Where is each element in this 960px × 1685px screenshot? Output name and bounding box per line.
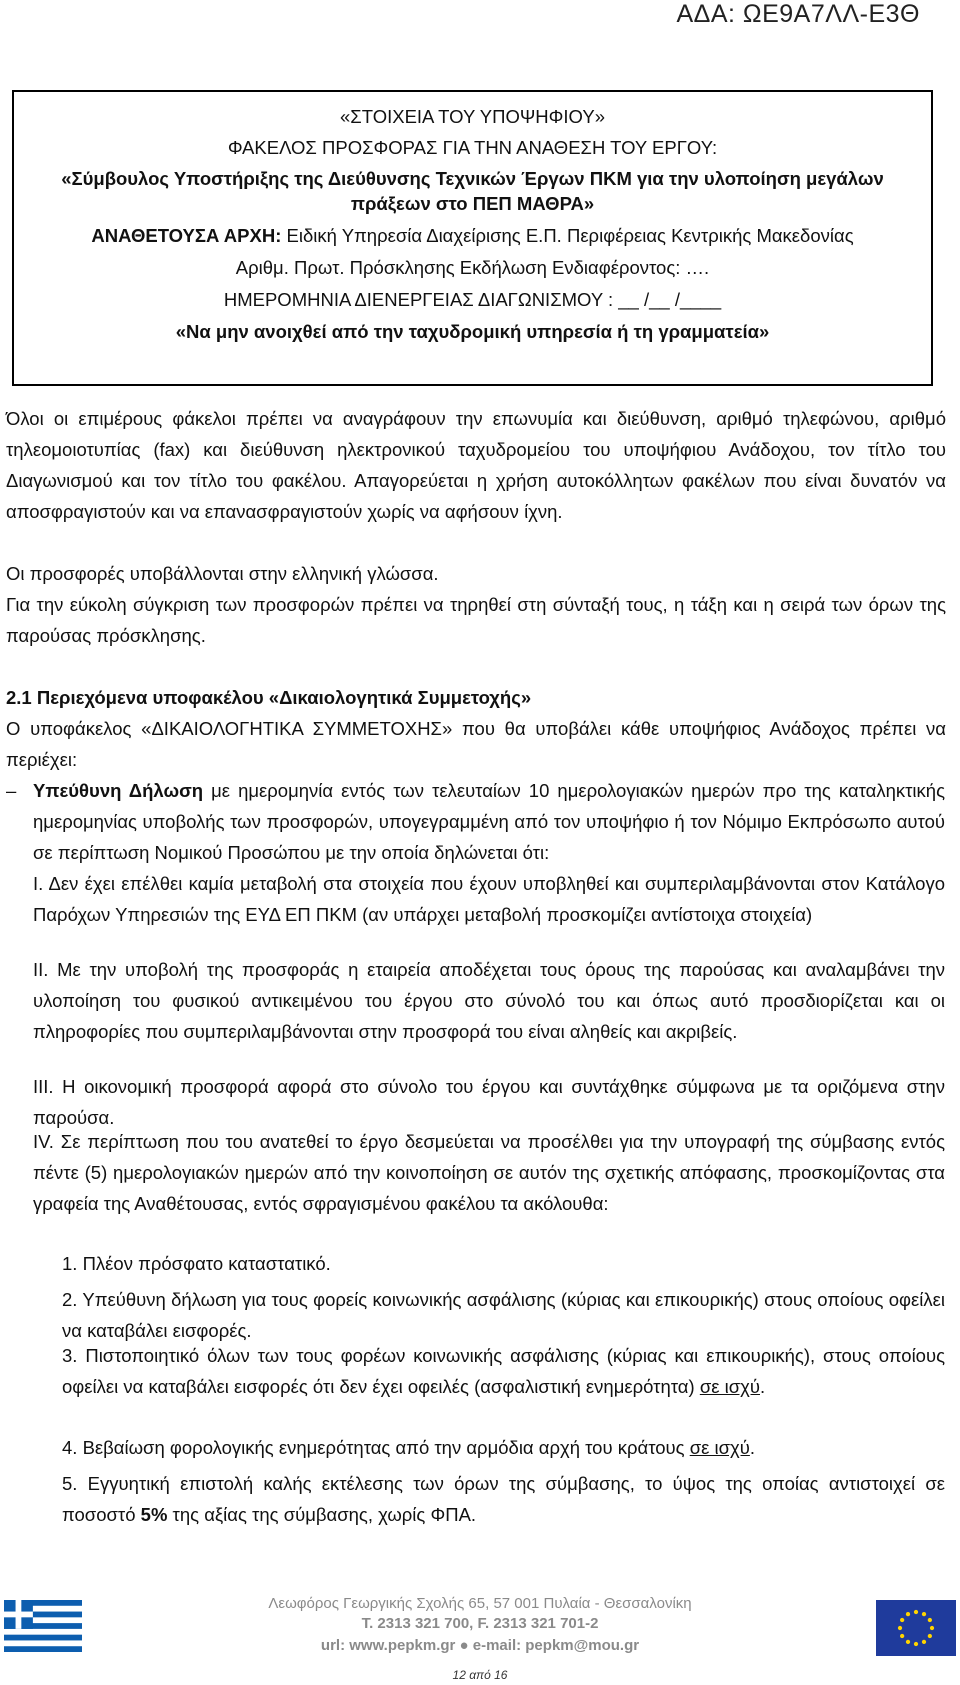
item-I: Ι. Δεν έχει επέλθει καμία μεταβολή στα στοιχεία που έχουν υποβληθεί και συμπεριλαμβάνονται στον Κατάλογο Παρόχων Υπηρεσιών της ΕΥΔ ΕΠ ΠΚΜ (αν υπάρχει μεταβολή προσκομίζει αντίστοιχα στοιχεία)	[33, 873, 945, 925]
page-footer	[0, 1590, 960, 1685]
ada-code: ΑΔΑ: ΩΕ9Α7ΛΛ-Ε3Θ	[676, 0, 920, 28]
box-line-offer-envelope: ΦΑΚΕΛΟΣ ΠΡΟΣΦΟΡΑΣ ΓΙΑ ΤΗΝ ΑΝΑΘΕΣΗ ΤΟΥ ΕΡΓΟΥ:	[227, 137, 718, 158]
contracting-authority-value: Ειδική Υπηρεσία Διαχείρισης Ε.Π. Περιφέρειας Κεντρικής Μακεδονίας	[281, 225, 854, 246]
subitem-4	[62, 1432, 945, 1463]
eu-star	[914, 1642, 918, 1646]
box-line-candidate: «ΣΤΟΙΧΕΙΑ ΤΟΥ ΥΠΟΨΗΦΙΟΥ»	[340, 106, 605, 127]
bullet-declaration	[33, 775, 945, 868]
subitem-3-end: .	[759, 1376, 766, 1397]
subitem-5-end: της αξίας της σύμβασης, χωρίς ΦΠΑ.	[167, 1504, 477, 1525]
contracting-authority-label: ΑΝΑΘΕΤΟΥΣΑ ΑΡΧΗ:	[91, 225, 282, 246]
eu-star	[922, 1640, 926, 1644]
eu-star	[898, 1626, 902, 1630]
item-III: ΙΙΙ. Η οικονομική προσφορά αφορά στο σύνολο του έργου και συντάχθηκε σύμφωνα με τα οριζόμενα στην παρούσα.	[33, 1076, 945, 1128]
subitem-5-text: 5. Εγγυητική επιστολή καλής εκτέλεσης των όρων της σύμβασης, το ύψος της οποίας αντιστοιχεί σε ποσοστό	[62, 1473, 945, 1525]
paragraph-language: Οι προσφορές υποβάλλονται στην ελληνική γλώσσα.	[6, 563, 439, 584]
subitem-1: 1. Πλέον πρόσφατο καταστατικό.	[62, 1253, 331, 1274]
paragraph-envelopes: Όλοι οι επιμέρους φάκελοι πρέπει να αναγράφουν την επωνυμία και διεύθυνση, αριθμό τηλεφώνου, αριθμό τηλεομοιοτυπίας (fax) και διεύθυνση ηλεκτρονικού ταχυδρομείου του υποψήφιου Ανάδοχου, τον τίτλο του Διαγωνισμού και τον τίτλο του φακέλου. Απαγορεύεται η χρήση αυτοκόλλητων φακέλων που είναι δυνατόν να αποσφραγιστούν και να επανασφραγιστούν χωρίς να αφήσουν ίχνη.	[6, 408, 946, 522]
section-heading: 2.1 Περιεχόμενα υποφακέλου «Δικαιολογητικά Συμμετοχής»	[6, 687, 532, 708]
subitem-4-end: .	[749, 1437, 756, 1458]
bullet-dash: –	[6, 780, 17, 801]
box-line-tender-date: ΗΜΕΡΟΜΗΝΙΑ ΔΙΕΝΕΡΓΕΙΑΣ ΔΙΑΓΩΝΙΣΜΟΥ : __ /__ /____	[223, 289, 722, 310]
subitem-3	[62, 1340, 945, 1402]
envelope-info-box	[12, 90, 933, 386]
paragraph-comparison: Για την εύκολη σύγκριση των προσφορών πρέπει να τηρηθεί στη σύνταξή τους, η τάξη και η σειρά των όρων της παρούσας πρόσκλησης.	[6, 594, 946, 646]
box-line-protocol: Αριθμ. Πρωτ. Πρόσκλησης Εκδήλωση Ενδιαφέροντος: ….	[235, 257, 710, 278]
subitem-4-text: 4. Βεβαίωση φορολογικής ενημερότητας από την αρμόδια αρχή του κράτους	[62, 1437, 690, 1458]
eu-star	[930, 1626, 934, 1630]
subitem-4-in-force: σε ισχύ	[689, 1437, 750, 1458]
page-number: 12 από 16	[452, 1668, 508, 1682]
eu-star	[900, 1618, 904, 1622]
eu-star	[928, 1618, 932, 1622]
eu-star	[900, 1634, 904, 1638]
subitem-5	[62, 1468, 945, 1530]
eu-star	[914, 1610, 918, 1614]
section-intro: Ο υποφάκελος «ΔΙΚΑΙΟΛΟΓΗΤΙΚΑ ΣΥΜΜΕΤΟΧΗΣ» που θα υποβάλει κάθε υποψήφιος Ανάδοχος πρέπει να περιέχει:	[6, 718, 946, 770]
subitem-3-text: 3. Πιστοποιητικό όλων των τους φορέων κοινωνικής ασφάλισης (κύριας και επικουρικής), στους οποίους οφείλει να καταβάλει εισφορές ότι δεν έχει οφειλές (ασφαλιστική ενημερότητα)	[62, 1345, 945, 1397]
box-line-project-title-1: «Σύμβουλος Υποστήριξης της Διεύθυνσης Τεχνικών Έργων ΠΚΜ για την υλοποίηση μεγάλων	[61, 168, 884, 189]
declaration-text: με ημερομηνία εντός των τελευταίων 10 ημερολογιακών ημερών προ της καταληκτικής ημερομηνίας υποβολής των προσφορών, υπογεγραμμένη από τον υποψήφιο ή τον Νόμιμο Εκπρόσωπο αυτού σε περίπτωση Νομικού Προσώπου με την οποία δηλώνεται ότι:	[33, 780, 945, 863]
eu-star	[928, 1634, 932, 1638]
footer-address: Λεωφόρος Γεωργικής Σχολής 65, 57 001 Πυλαία - Θεσσαλονίκη	[268, 1595, 692, 1612]
box-line-project-title-2: πράξεων στο ΠΕΠ ΜΑΘΡΑ»	[350, 193, 595, 214]
footer-web: url: www.pepkm.gr ● e-mail: pepkm@mou.gr	[320, 1637, 640, 1654]
subitem-5-percent: 5%	[140, 1504, 168, 1525]
item-II: ΙΙ. Με την υποβολή της προσφοράς η εταιρεία αποδέχεται τους όρους της παρούσας και αναλαμβάνει την υλοποίηση του φυσικού αντικειμένου του έργου στο σύνολό του και όπως αυτό προσδιορίζεται και οι πληροφορίες που συμπεριλαμβάνονται στην προσφορά του είναι αληθείς και ακριβείς.	[33, 959, 945, 1042]
eu-star	[922, 1612, 926, 1616]
eu-star	[906, 1640, 910, 1644]
box-line-contracting-authority	[14, 224, 931, 248]
eu-flag-icon	[876, 1600, 956, 1656]
subitem-3-in-force: σε ισχύ	[699, 1376, 760, 1397]
item-IV: ΙV. Σε περίπτωση που του ανατεθεί το έργο δεσμεύεται να προσέλθει για την υπογραφή της σύμβασης εντός πέντε (5) ημερολογιακών ημερών από την κοινοποίηση σε αυτόν της σχετικής απόφασης, προσκομίζοντας στα γραφεία της Αναθέτουσας, εντός σφραγισμένου φακέλου τα ακόλουθα:	[33, 1131, 945, 1214]
subitem-2: 2. Υπεύθυνη δήλωση για τους φορείς κοινωνικής ασφάλισης (κύριας και επικουρικής) στους οποίους οφείλει να καταβάλει εισφορές.	[62, 1289, 945, 1341]
eu-star	[906, 1612, 910, 1616]
footer-phones: Τ. 2313 321 700, F. 2313 321 701-2	[361, 1615, 599, 1632]
box-line-do-not-open: «Να μην ανοιχθεί από την ταχυδρομική υπηρεσία ή τη γραμματεία»	[175, 321, 770, 342]
declaration-label: Υπεύθυνη Δήλωση	[33, 780, 204, 801]
